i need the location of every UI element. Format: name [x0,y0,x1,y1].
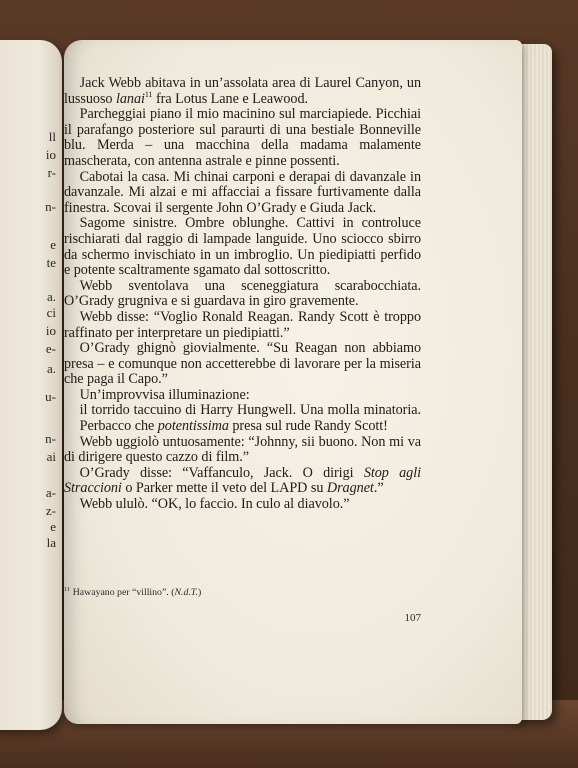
left-page-fragment: u- [45,389,56,404]
paragraph-p7 [64,341,421,388]
page-number: 107 [404,612,421,624]
text-run: Webb sventolava una sceneggiatura scarabocchiata. O’Grady grugniva e si guardava in giro gravemente. [64,277,421,310]
paragraph-p11 [64,466,421,497]
left-page-fragment: z- [45,503,56,518]
left-page-fragment: a. [46,361,56,376]
left-page [0,40,62,730]
italic-text: Stop agli Straccioni [64,464,421,497]
text-run: fra Lotus Lane e Leawood. [152,90,308,107]
left-page-fragment: n- [45,431,56,446]
paragraph-p4 [64,216,421,278]
text-run: .” [373,480,384,497]
text-run: Webb uggiolò untuosamente: “Johnny, sii buono. Non mi va di dirigere questo cazzo di film.” [64,433,421,466]
left-page-fragment: e [50,519,56,534]
paragraph-p6 [64,310,421,341]
text-run: il torrido taccuino di Harry Hungwell. Una molla minatoria. Perbacco che [79,402,421,435]
paragraph-p5 [64,279,421,310]
left-page-fragment: e [50,237,56,252]
paragraph-p8 [64,388,421,404]
left-page-fragment: te [46,255,56,270]
left-page-fragment: ci [46,305,56,320]
footnote-marker: 11 [64,586,71,593]
text-run: Jack Webb abitava in un’assolata area di Laurel Canyon, un lussuoso [64,75,421,107]
left-page-fragment: io [45,147,56,162]
footnote-text: Hawayano per “villino”. ( [72,587,175,598]
paragraph-p12 [64,497,421,513]
text-run: Cabotai la casa. Mi chinai carponi e derapai di davanzale in davanzale. Mi alzai e mi affacciai a fissare furtivamente dalla finestra. Scovai il sergente John O’Grady e Giuda Jack. [64,168,421,216]
body-text [64,76,421,513]
text-run: Parcheggiai piano il mio macinino sul marciapiede. Picchiai il parafango posteriore sul paraurti di una bestiale Bonneville blu. Merda – una macchina della madama malamente mascherata, con antenna astrale e pinne possenti. [64,106,421,169]
text-run: Sagome sinistre. Ombre oblunghe. Cattivi in controluce rischiarati dal raggio di lampade languide. Uno sciocco sbirro da schermo invischiato in un imbroglio. Un piedipiatti perfido e potente scaltramente sgamato dal sottoscritto. [64,215,421,279]
left-page-fragment: n- [45,199,56,214]
italic-text: lanai [115,90,145,107]
text-run: presa sul rude Randy Scott! [228,418,388,435]
footnote-ref: 11 [144,89,153,99]
footnote [64,586,421,598]
left-page-fragment: ai [46,449,56,464]
text-run: O’Grady disse: “Vaffanculo, Jack. O dirigi [79,464,364,481]
text-run: O’Grady ghignò giovialmente. “Su Reagan non abbiamo presa – e comunque non accetterebbe di lavorare per la miseria che paga il Capo.” [64,340,421,388]
left-page-fragment: la [46,535,56,550]
left-page-fragment: r- [47,165,56,180]
left-page-fragment: io [45,323,56,338]
paragraph-p3 [64,170,421,217]
text-run: Un’improvvisa illuminazione: [79,386,250,403]
italic-text: Dragnet [326,480,374,497]
italic-text: potentissima [157,418,229,435]
left-page-fragment: a- [45,485,56,500]
left-page-fragment: a. [46,289,56,304]
paragraph-p9 [64,403,421,434]
text-run: Webb disse: “Voglio Ronald Reagan. Randy Scott è troppo raffinato per interpretare un piedipiatti.” [64,308,421,341]
text-run: o Parker mette il veto del LAPD su [121,480,327,497]
paragraph-p10 [64,435,421,466]
text-run: Webb ululò. “OK, lo faccio. In culo al diavolo.” [79,496,350,513]
paragraph-p1 [64,76,421,107]
footnote-close: ) [197,587,202,598]
left-page-fragment: ll [48,129,56,144]
footnote-italic: N.d.T. [174,587,198,598]
paragraph-p2 [64,107,421,169]
left-page-fragment: e- [45,341,56,356]
